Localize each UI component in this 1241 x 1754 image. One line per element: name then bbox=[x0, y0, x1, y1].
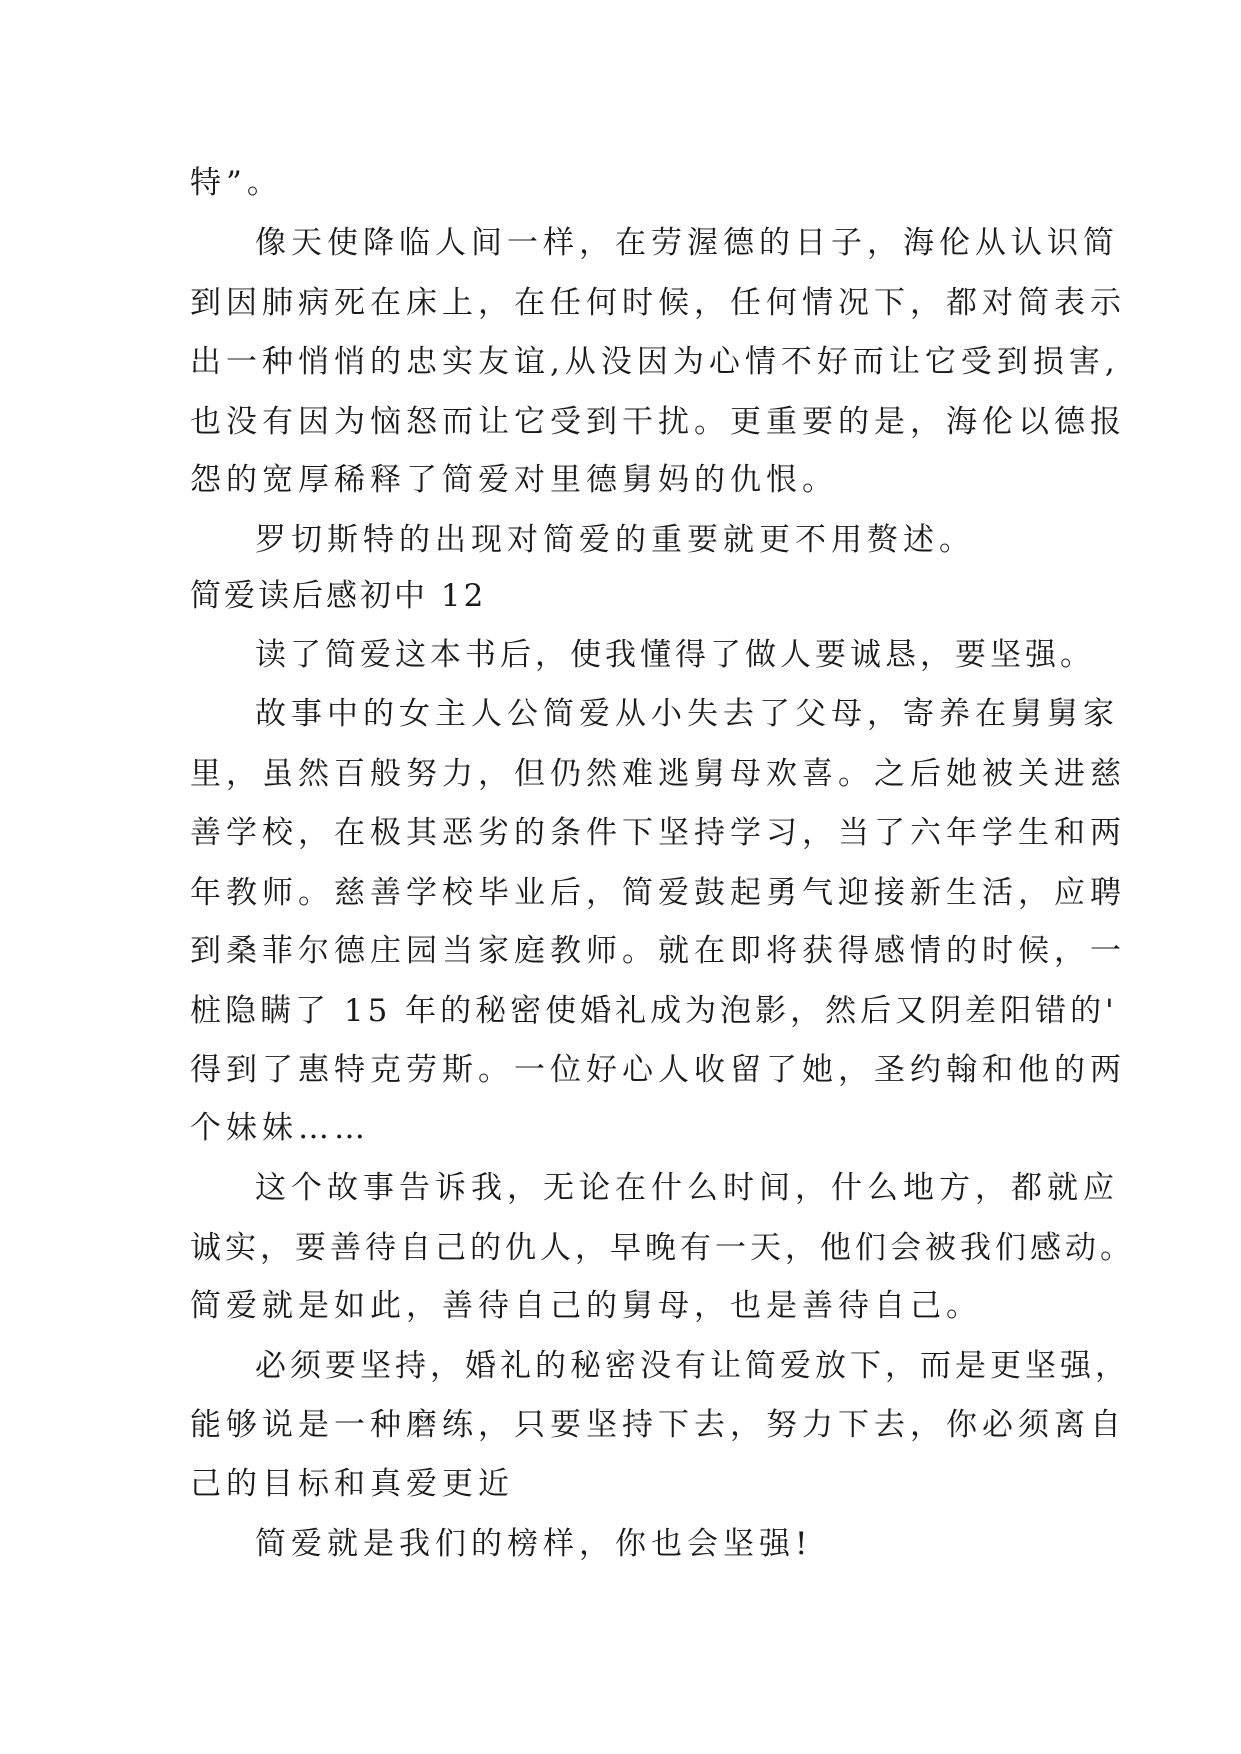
text-line: 能够说是一种磨练，只要坚持下去，努力下去，你必须离自 bbox=[190, 1407, 1126, 1443]
paragraph-start-line: 像天使降临人间一样，在劳渥德的日子，海伦从认识简 bbox=[255, 225, 1119, 261]
text-line: 年教师。慈善学校毕业后，简爱鼓起勇气迎接新生活，应聘 bbox=[190, 875, 1126, 911]
text-line: 到因肺病死在床上，在任何时候，任何情况下，都对简表示 bbox=[190, 285, 1126, 321]
text-line: 桩隐瞒了 15 年的秘密使婚礼成为泡影，然后又阴差阳错的' bbox=[190, 993, 1118, 1029]
paragraph-start-line: 读了简爱这本书后，使我懂得了做人要诚恳，要坚强。 bbox=[255, 637, 1095, 673]
section-heading: 简爱读后感初中 12 bbox=[190, 578, 487, 614]
paragraph-start-line: 罗切斯特的出现对简爱的重要就更不用赘述。 bbox=[255, 522, 975, 558]
text-line: 出一种悄悄的忠实友谊,从没因为心情不好而让它受到损害, bbox=[190, 344, 1120, 380]
paragraph-start-line: 这个故事告诉我，无论在什么时间，什么地方，都就应 bbox=[255, 1170, 1119, 1206]
paragraph-start-line: 必须要坚持，婚礼的秘密没有让简爱放下，而是更坚强， bbox=[255, 1348, 1130, 1384]
text-line: 怨的宽厚稀释了简爱对里德舅妈的仇恨。 bbox=[190, 462, 838, 498]
text-line: 简爱就是如此，善待自己的舅母，也是善待自己。 bbox=[190, 1288, 982, 1324]
text-line: 得到了惠特克劳斯。一位好心人收留了她，圣约翰和他的两 bbox=[190, 1052, 1126, 1088]
text-line: 己的目标和真爱更近 bbox=[190, 1466, 514, 1502]
paragraph-start-line: 故事中的女主人公简爱从小失去了父母，寄养在舅舅家 bbox=[255, 696, 1119, 732]
text-line: 里，虽然百般努力，但仍然难逃舅母欢喜。之后她被关进慈 bbox=[190, 756, 1126, 792]
text-line: 特”。 bbox=[190, 165, 283, 201]
text-line: 个妹妹…… bbox=[190, 1110, 370, 1146]
text-line: 善学校，在极其恶劣的条件下坚持学习，当了六年学生和两 bbox=[190, 815, 1126, 851]
text-line: 也没有因为恼怒而让它受到干扰。更重要的是，海伦以德报 bbox=[190, 404, 1126, 440]
text-line: 诚实，要善待自己的仇人，早晚有一天，他们会被我们感动。 bbox=[190, 1230, 1135, 1266]
text-line: 到桑菲尔德庄园当家庭教师。就在即将获得感情的时候，一 bbox=[190, 933, 1126, 969]
paragraph-start-line: 简爱就是我们的榜样，你也会坚强! bbox=[255, 1526, 813, 1562]
